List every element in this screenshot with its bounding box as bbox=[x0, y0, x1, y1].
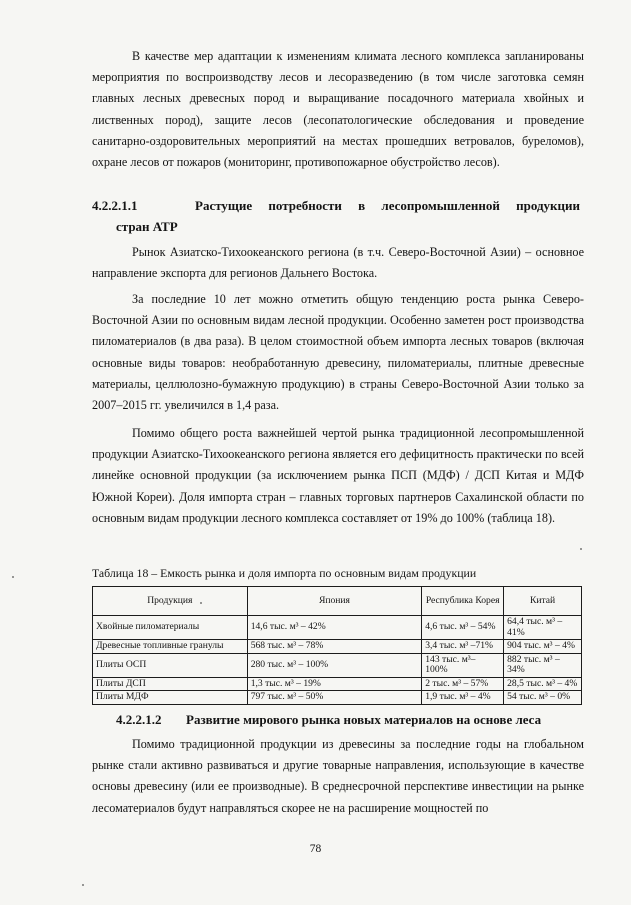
paragraph-growth: За последние 10 лет можно отметить общую тенденцию роста рынка Северо-Восточной Азии по основным видам лесной продукции. Особенно заметен рост производства пиломатериалов (в два раза). В целом стоимостной объем импорта лесных товаров (включая основные виды товаров: необработанную древесину, пиломатериалы, плитные древесные материалы, целлюлозно-бумажную продукцию) в страны Северо-Восточной Азии только за 2007–2015 гг. увеличился в 1,4 раза. bbox=[92, 292, 584, 413]
table-cell: 2 тыс. м³ – 57% bbox=[422, 677, 504, 691]
scan-speck bbox=[580, 548, 582, 550]
table-row bbox=[93, 653, 582, 677]
scan-speck bbox=[12, 576, 14, 578]
table-caption: Таблица 18 – Емкость рынка и доля импорта по основным видам продукции bbox=[92, 566, 477, 580]
heading-text: Развитие мирового рынка новых материалов на основе леса bbox=[186, 712, 542, 727]
heading-4-2-2-1-1-cont: стран АТР bbox=[116, 219, 178, 234]
table-cell: 3,4 тыс. м³ –71% bbox=[422, 640, 504, 654]
table-row bbox=[93, 691, 582, 705]
table-cell: 280 тыс. м³ – 100% bbox=[247, 653, 422, 677]
table-cell: Плиты ОСП bbox=[93, 653, 248, 677]
table-cell: Древесные топливные гранулы bbox=[93, 640, 248, 654]
table-cell: 1,3 тыс. м³ – 19% bbox=[247, 677, 422, 691]
table-row bbox=[93, 616, 582, 640]
heading-4-2-2-1-1 bbox=[92, 198, 584, 214]
table-cell: Хвойные пиломатериалы bbox=[93, 616, 248, 640]
column-header: Республика Корея bbox=[422, 587, 504, 616]
table-header-row bbox=[93, 587, 582, 616]
table-cell: 28,5 тыс. м³ – 4% bbox=[504, 677, 582, 691]
table-cell: Плиты МДФ bbox=[93, 691, 248, 705]
heading-4-2-2-1-2 bbox=[116, 712, 584, 728]
import-share-table bbox=[92, 586, 582, 705]
scan-speck bbox=[82, 884, 84, 886]
paragraph-apr-market: Рынок Азиатско-Тихоокеанского региона (в т.ч. Северо-Восточной Азии) – основное направление экспорта для регионов Дальнего Востока. bbox=[92, 245, 584, 281]
column-header: Продукция bbox=[93, 587, 248, 616]
table-cell: 14,6 тыс. м³ – 42% bbox=[247, 616, 422, 640]
column-header: Япония bbox=[247, 587, 422, 616]
table-row bbox=[93, 677, 582, 691]
table-cell: 568 тыс. м³ – 78% bbox=[247, 640, 422, 654]
paragraph-deficit: Помимо общего роста важнейшей чертой рынка традиционной лесопромышленной продукции Азиатско-Тихоокеанского региона является его дефицитность практически по всей линейке основной продукции (за исключением рынка ПСП (МДФ) / ДСП Китая и МДФ Южной Кореи). Доля импорта стран – главных торговых партнеров Сахалинской области по основным видам продукции лесного комплекса составляет от 19% до 100% (таблица 18). bbox=[92, 426, 584, 525]
table-row bbox=[93, 640, 582, 654]
table-cell: 54 тыс. м³ – 0% bbox=[504, 691, 582, 705]
page-number: 78 bbox=[309, 843, 322, 855]
table-cell: 882 тыс. м³ – 34% bbox=[504, 653, 582, 677]
heading-number: 4.2.2.1.2 bbox=[116, 712, 162, 727]
table-cell: 797 тыс. м³ – 50% bbox=[247, 691, 422, 705]
table-cell: 1,9 тыс. м³ – 4% bbox=[422, 691, 504, 705]
scan-speck bbox=[200, 602, 202, 604]
heading-number: 4.2.2.1.1 bbox=[92, 198, 138, 213]
table-cell: Плиты ДСП bbox=[93, 677, 248, 691]
heading-text: Растущие потребности в лесопромышленной продукции bbox=[195, 198, 580, 213]
paragraph-new-materials: Помимо традиционной продукции из древесины за последние годы на глобальном рынке стали активно развиваться и другие товарные направления, использующие в качестве основы древесину (или ее производные). В среднесрочной перспективе инвестиции на рынке лесоматериалов будут направляться скорее не на расширение мощностей по bbox=[92, 737, 584, 815]
table-cell: 904 тыс. м³ – 4% bbox=[504, 640, 582, 654]
table-cell: 64,4 тыс. м³ – 41% bbox=[504, 616, 582, 640]
table-cell: 143 тыс. м³– 100% bbox=[422, 653, 504, 677]
table-cell: 4,6 тыс. м³ – 54% bbox=[422, 616, 504, 640]
paragraph-adaptation: В качестве мер адаптации к изменениям климата лесного комплекса запланированы мероприятия по воспроизводству лесов и лесоразведению (в том числе заготовка семян главных лесных древесных пород и выращивание посадочного материала хвойных и лиственных пород), защите лесов (лесопатологические обследования и проведение санитарно-оздоровительных мероприятий на местах прошедших ветровалов, буреломов), охране лесов от пожаров (мониторинг, противопожарное обустройство лесов). bbox=[92, 49, 584, 170]
column-header: Китай bbox=[504, 587, 582, 616]
